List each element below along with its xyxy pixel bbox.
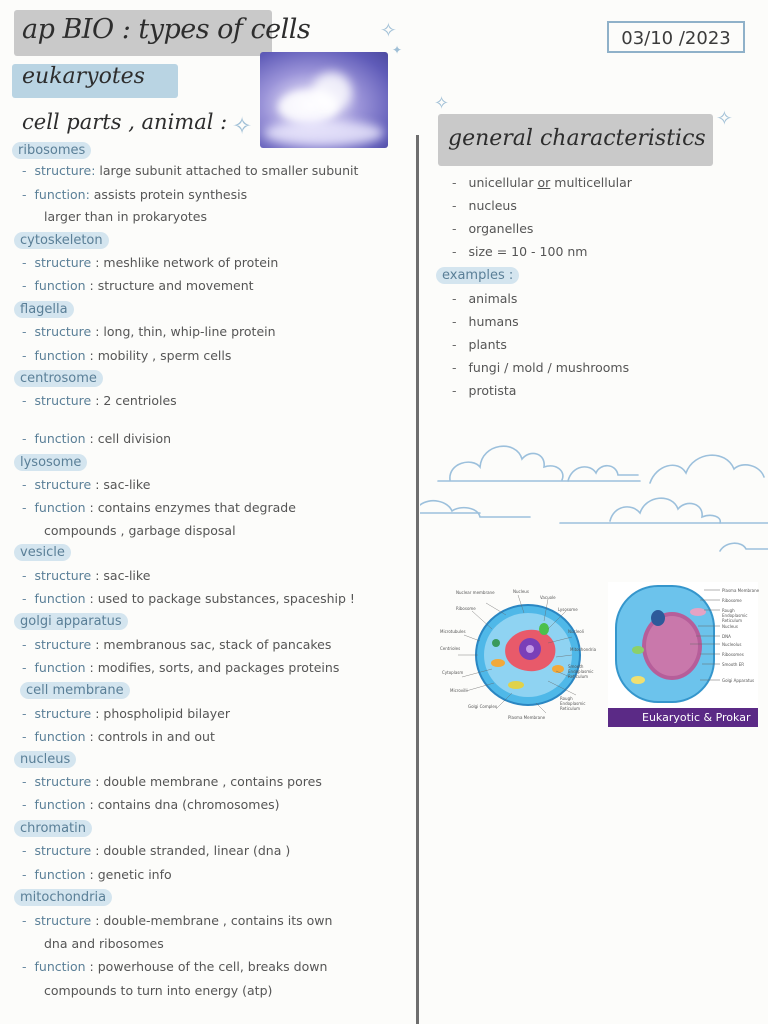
diagram-label: Microvilli [450,688,468,693]
part-label: lysosome [14,454,87,471]
diagram-label: Ribosome [722,598,742,603]
part-line: larger than in prokaryotes [44,209,207,224]
part-line: - function : powerhouse of the cell, breaks down [22,959,328,974]
diagram-label: Plasma Membrane [508,715,546,720]
diagram-label: Centrioles [440,646,461,651]
diagram-label: Rough Endoplasmic Reticulum [560,696,586,711]
example-item: - humans [452,314,519,329]
cloud-sky-photo [260,52,388,148]
diagram-label: Cytoplasm [442,670,464,675]
diagram-label: Golgi Apparatus [722,678,755,683]
date-box: 03/10 /2023 [607,21,745,53]
eukaryotic-cell-figure [608,582,758,727]
part-line: - function : contains dna (chromosomes) [22,797,280,812]
examples-label: examples : [436,267,519,284]
diagram-label: Microtubules [440,629,466,634]
part-line: - structure : 2 centrioles [22,393,177,408]
example-item: - fungi / mold / mushrooms [452,360,630,375]
part-label: golgi apparatus [14,613,128,630]
part-label: cytoskeleton [14,232,109,249]
part-line: - structure : long, thin, whip-line protein [22,324,276,339]
general-item: - nucleus [452,198,517,213]
part-label: ribosomes [12,142,91,159]
page-title: ap BIO : types of cells [22,14,311,45]
example-item: - plants [452,337,507,352]
clouds-doodle [420,425,768,555]
diagram-label: Smooth ER [722,662,745,667]
part-line: - function : cell division [22,431,172,446]
diagram-label: Vacuole [540,595,556,600]
part-line: - function : contains enzymes that degrade [22,500,296,515]
part-line: - structure: large subunit attached to smaller subunit [22,163,359,178]
part-label: cell membrane [20,682,130,699]
part-line: - function : used to package substances, spaceship ! [22,591,355,606]
part-line: compounds to turn into energy (atp) [44,983,273,998]
diagram-label: Nucleus [513,589,529,594]
part-label: nucleus [14,751,76,768]
part-label: vesicle [14,544,71,561]
sparkle-icon: ✧ [232,112,253,140]
diagram-label: Rough Endoplasmic Reticulum [722,608,748,623]
general-item: - size = 10 - 100 nm [452,244,588,259]
part-line: - function : modifies, sorts, and packages proteins [22,660,340,675]
diagram-label: Nuclear membrane [456,590,495,595]
sparkle-icon: ✧ [434,93,450,114]
part-line: compounds , garbage disposal [44,523,236,538]
diagram-label: Plasma Membrane [722,588,760,593]
part-line: - function: assists protein synthesis [22,187,248,202]
example-item: - animals [452,291,518,306]
example-item: - protista [452,383,517,398]
part-line: - structure : membranous sac, stack of pancakes [22,637,332,652]
sparkle-icon: ✧ [716,106,733,130]
part-line: - structure : double-membrane , contains its own [22,913,333,928]
part-label: flagella [14,301,74,318]
diagram-label: Ribosome [456,606,476,611]
diagram-label: Ribosomes [722,652,744,657]
part-label: mitochondria [14,889,112,906]
part-line: - structure : double stranded, linear (dna ) [22,843,291,858]
part-label: centrosome [14,370,103,387]
sparkle-icon: ✧ [380,18,397,42]
diagram-label: DNA [722,634,731,639]
part-line: - structure : meshlike network of protein [22,255,279,270]
part-line: - structure : double membrane , contains pores [22,774,322,789]
diagram-label: Nucleoli [568,629,584,634]
part-line: - function : mobility , sperm cells [22,348,232,363]
general-heading: general characteristics [448,126,706,151]
part-label: chromatin [14,820,92,837]
part-line: - structure : phospholipid bilayer [22,706,230,721]
left-heading: cell parts , animal : [22,110,228,134]
part-line: - structure : sac-like [22,477,151,492]
diagram-label: Nucleus [722,624,738,629]
diagram-label: Mitochondria [570,647,597,652]
column-divider [416,135,419,1024]
diagram-label: Golgi Complex [468,704,498,709]
part-line: dna and ribosomes [44,936,164,951]
diagram-label: Smooth Endoplasmic Reticulum [568,664,594,679]
part-line: - structure : sac-like [22,568,151,583]
part-line: - function : controls in and out [22,729,215,744]
part-line: - function : structure and movement [22,278,254,293]
sparkle-icon: ✦ [392,43,403,57]
diagram-label: Lysosome [558,607,578,612]
section-title: eukaryotes [22,64,145,89]
diagram-label: Nucleolus [722,642,742,647]
figure-banner: Eukaryotic & Prokar [608,708,758,727]
general-item: - unicellular or multicellular [452,175,632,190]
general-item: - organelles [452,221,534,236]
part-line: - function : genetic info [22,867,172,882]
